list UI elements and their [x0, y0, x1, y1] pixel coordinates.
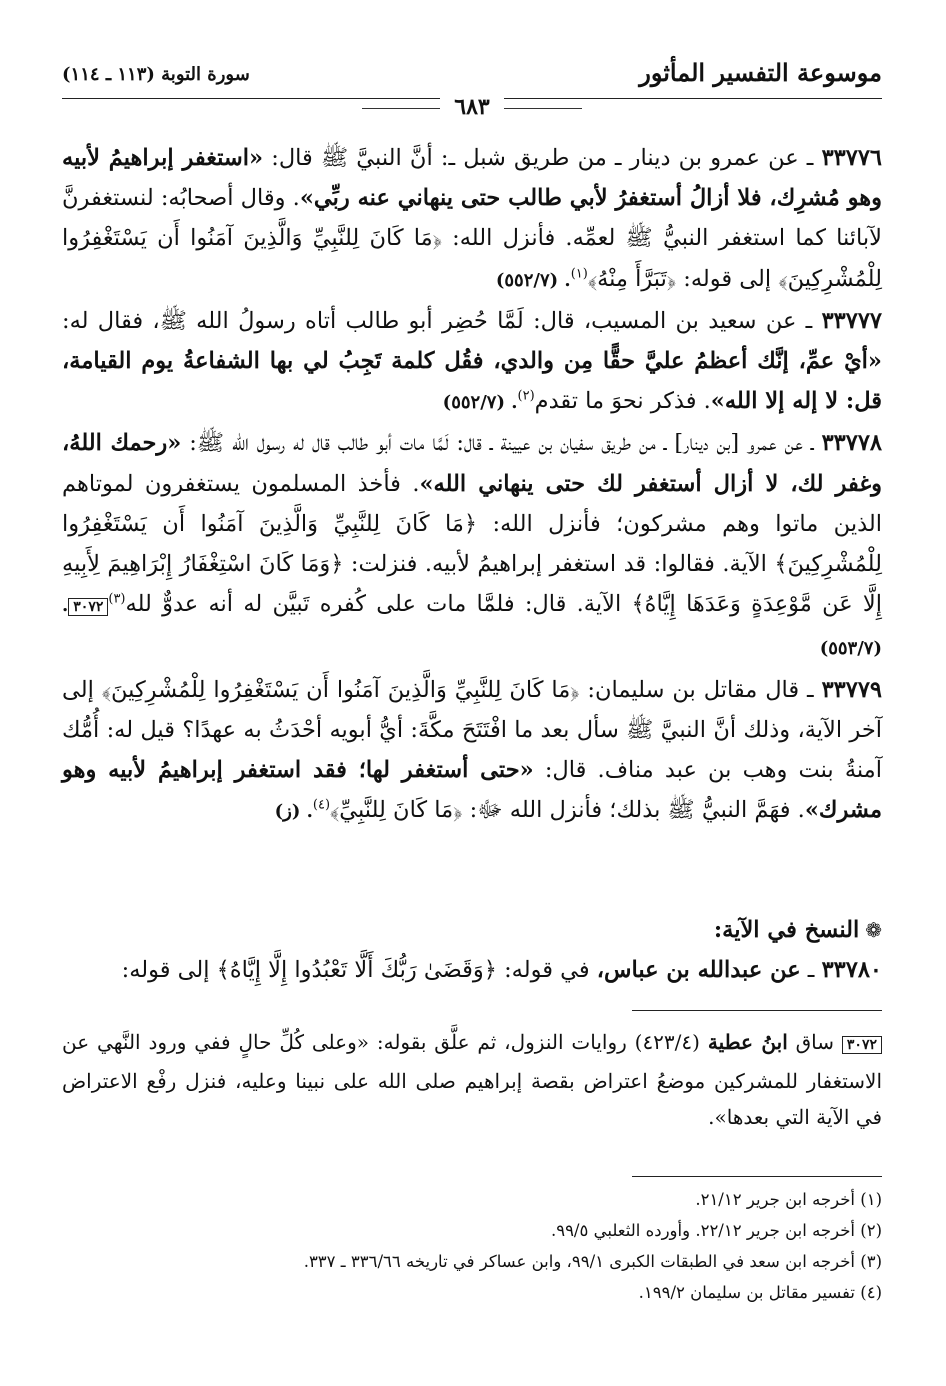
- entry-33776: ٣٣٧٧٦ ـ عن عمرو بن دينار ـ من طريق شبل ـ: أنَّ النبيَّ ﷺ قال: «استغفر إبراهيمُ لأبيه وهو مُشرِك، فلا أزالُ أستغفرُ لأبي طالب حتى ينهاني عنه ربِّي». وقال أصحابُه: لنستغفرنَّ لآبائنا كما استغفر النبيُّ ﷺ لعمِّه. فأنزل الله: ﴿مَا كَانَ لِلنَّبِيِّ وَالَّذِينَ آمَنُوا أَن يَسْتَغْفِرُوا لِلْمُشْرِكِينَ﴾ إلى قوله: ﴿تَبَرَّأَ مِنْهُ﴾$^{(١)}$. (٥٥٢/٧): [62, 145, 883, 292]
- footnote-2: (٢) أخرجه ابن جرير ٢٢/١٢. وأورده الثعلبي ٩٩/٥.: [550, 1221, 882, 1240]
- page: [62, 58, 883, 1302]
- page-number: ٦٨٣: [62, 94, 882, 120]
- abrogation-section: [62, 910, 882, 990]
- commentary-divider: [632, 1010, 882, 1011]
- book-title: موسوعة التفسير المأثور: [639, 58, 882, 87]
- entry-33779: ٣٣٧٧٩ ـ قال مقاتل بن سليمان: ﴿مَا كَانَ لِلنَّبِيِّ وَالَّذِينَ آمَنُوا أَن يَسْتَغْفِرُوا لِلْمُشْرِكِينَ﴾ إلى آخر الآية، وذلك أنَّ النبيَّ ﷺ سأل بعد ما افْتَتَحَ مكَّةَ: أيُّ أبويه أحْدَثُ به عهدًا؟ قيل له: أُمُّك آمنةُ بنت وهب بن عبد مناف. قال: «حتى أستغفر لها؛ فقد استغفر إبراهيمُ لأبيه وهو مشرك». فهَمَّ النبيُّ ﷺ بذلك؛ فأنزل الله ﷻ: ﴿مَا كَانَ لِلنَّبِيِّ﴾$^{(٤)}$. (ز): [62, 676, 882, 824]
- page-header: [62, 58, 882, 99]
- footnote-ref[interactable]: (٤): [312, 797, 331, 813]
- footnote-ref[interactable]: (٢): [517, 388, 535, 404]
- footnote-1: (١) أخرجه ابن جرير ٢١/١٢.: [695, 1190, 882, 1209]
- entry-33777: ٣٣٧٧٧ ـ عن سعيد بن المسيب، قال: لَمَّا حُضِر أبو طالب أتاه رسولُ الله ﷺ، فقال له: «أيْ عمِّ، إنَّك أعظمُ عليَّ حقًّا مِن والدي، فقُل كلمة تَجِبُ لي بها الشفاعةُ يوم القيامة، قل: لا إله إلا الله». فذكر نحوَ ما تقدم$^{(٢)}$. (٥٥٢/٧): [62, 307, 882, 415]
- main-text: [62, 138, 882, 832]
- commentary-note: ٣٠٧٢ ساق ابنُ عطية (٤٢٣/٤) روايات النزول، ثم علَّق بقوله: «وعلى كُلِّ حالٍ ففي ورود النَّهي عن الاستغفار للمشركين موضعُ اعتراض بقصة إبراهيم صلى الله على نبينا وعليه، فنزل رفْع الاعتراض في الآية التي بعدها».: [62, 1030, 883, 1129]
- surah-label: سورة التوبة (١١٣ ـ ١١٤): [62, 64, 250, 85]
- footnote-ref[interactable]: (٣): [108, 591, 126, 607]
- section-heading: ❁النسخ في الآية:: [713, 917, 882, 943]
- footnotes: [62, 1184, 882, 1308]
- footnote-ref[interactable]: (١): [570, 266, 588, 282]
- footnotes-divider: [632, 1176, 882, 1177]
- commentary-number-box: ٣٠٧٢: [842, 1036, 882, 1054]
- entry-33780: ٣٣٧٨٠ ـ عن عبدالله بن عباس، في قوله: ﴿وَقَضَىٰ رَبُّكَ أَلَّا تَعْبُدُوا إِلَّا إِيَّاهُ﴾ إلى قوله:: [121, 957, 882, 983]
- footnote-4: (٤) تفسير مقاتل بن سليمان ١٩٩/٢.: [638, 1283, 882, 1302]
- footnote-3: (٣) أخرجه ابن سعد في الطبقات الكبرى ٩٩/١، وابن عساكر في تاريخه ٣٣٦/٦٦ ـ ٣٣٧.: [303, 1252, 882, 1271]
- entry-33778: ٣٣٧٧٨ ـ عن عمرو [بن دينار] ـ من طريق سفيان بن عيينة ـ قال: لَمَّا مات أبو طالب قال له رسول الله ﷺ: «رحمك اللهُ، وغفر لك، لا أزال أستغفر لك حتى ينهاني الله». فأخذ المسلمون يستغفرون لموتاهم الذين ماتوا وهم مشركون؛ فأنزل الله: ﴿مَا كَانَ لِلنَّبِيِّ وَالَّذِينَ آمَنُوا أَن يَسْتَغْفِرُوا لِلْمُشْرِكِينَ﴾ الآية. فقالوا: قد استغفر إبراهيمُ لأبيه. فنزلت: ﴿وَمَا كَانَ اسْتِغْفَارُ إِبْرَاهِيمَ لِأَبِيهِ إِلَّا عَن مَّوْعِدَةٍ وَعَدَهَا إِيَّاهُ﴾ الآية. قال: فلمَّا مات على كُفره تَبيَّن له أنه عدوٌّ لله$^{(٣)}$٣٠٧٢. (٥٥٣/٧): [62, 430, 883, 660]
- commentary-ref-box[interactable]: ٣٠٧٢: [68, 598, 108, 616]
- flower-ornament-icon: ❁: [865, 918, 882, 942]
